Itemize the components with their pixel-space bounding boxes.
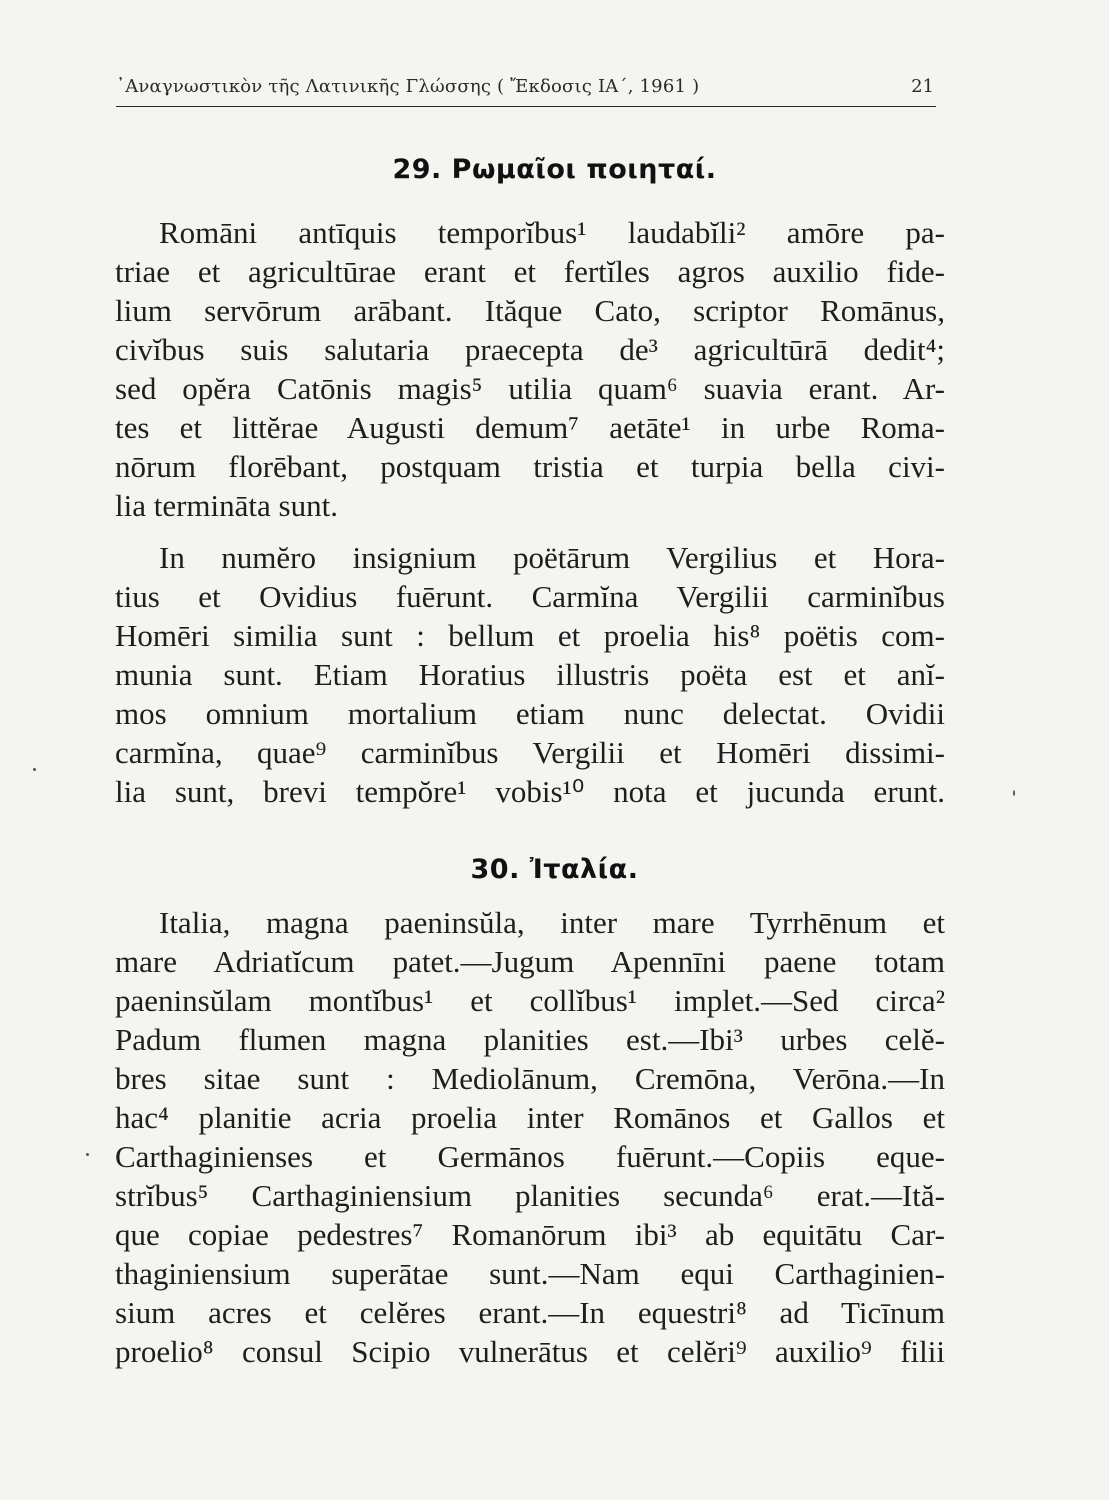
text-line: lia sunt, brevi tempŏre¹ vobis¹⁰ nota et jucunda erunt. <box>115 774 945 809</box>
text-line: strĭbus⁵ Carthaginiensium planities secunda⁶ erat.—Ită- <box>115 1178 945 1213</box>
text-line: carmĭna, quae⁹ carminĭbus Vergilii et Homēri dissimi- <box>115 735 945 770</box>
text-line: bres sitae sunt : Mediolānum, Cremōna, Verōna.—In <box>115 1061 945 1096</box>
text-line: hac⁴ planitie acria proelia inter Romānos et Gallos et <box>115 1100 945 1135</box>
text-line: mos omnium mortalium etiam nunc delectat. Ovidii <box>115 696 945 731</box>
paragraph-romani <box>115 213 945 525</box>
text-line: proelio⁸ consul Scipio vulnerātus et celĕri⁹ auxilio⁹ filii <box>115 1334 945 1369</box>
text-line: lia termināta sunt. <box>115 488 338 523</box>
text-line: paeninsŭlam montĭbus¹ et collĭbus¹ implet.—Sed circa² <box>115 983 945 1018</box>
section-heading-29: 29. Ρωμαῖοι ποιηταί. <box>392 154 717 185</box>
text-line: que copiae pedestres⁷ Romanōrum ibi³ ab equitātu Car- <box>115 1217 945 1252</box>
text-line: Homēri similia sunt : bellum et proelia his⁸ poëtis com- <box>115 618 945 653</box>
text-line: thaginiensium superātae sunt.—Nam equi Carthaginien- <box>115 1256 945 1291</box>
print-speck <box>33 768 36 771</box>
text-line: munia sunt. Etiam Horatius illustris poëta est et anĭ- <box>115 657 945 692</box>
print-speck <box>1013 790 1015 796</box>
paragraph-poetae <box>115 538 945 811</box>
text-line: Padum flumen magna planities est.—Ibi³ urbes celĕ- <box>115 1022 945 1057</box>
text-line: nōrum florēbant, postquam tristia et turpia bella civi- <box>115 449 945 484</box>
text-line: Carthaginienses et Germānos fuērunt.—Copiis eque- <box>115 1139 945 1174</box>
print-speck <box>86 1153 89 1156</box>
paragraph-italia <box>115 903 945 1371</box>
text-line: mare Adriatĭcum patet.—Jugum Apennīni paene totam <box>115 944 945 979</box>
running-header <box>116 70 936 107</box>
page-number: 21 <box>911 76 934 97</box>
text-line: sium acres et celĕres erant.—In equestri⁸ ad Ticīnum <box>115 1295 945 1330</box>
text-line: tius et Ovidius fuērunt. Carmĭna Vergilii carminĭbus <box>115 579 945 614</box>
text-line: tes et littĕrae Augusti demum⁷ aetāte¹ in urbe Roma- <box>115 410 945 445</box>
section-heading-30: 30. Ἰταλία. <box>470 854 639 885</box>
text-line: sed opĕra Catōnis magis⁵ utilia quam⁶ suavia erant. Ar- <box>115 371 945 406</box>
text-line: lium servōrum arābant. Ităque Cato, scriptor Romānus, <box>115 293 945 328</box>
text-line: In numĕro insignium poëtārum Vergilius et Hora- <box>159 540 945 575</box>
text-line: triae et agricultūrae erant et fertĭles agros auxilio fide- <box>115 254 945 289</box>
text-line: civĭbus suis salutaria praecepta de³ agricultūrā dedit⁴; <box>115 332 945 367</box>
text-line: Romāni antīquis temporĭbus¹ laudabĭli² amōre pa- <box>159 215 945 250</box>
running-title: ᾽Αναγνωστικὸν τῆς Λατινικῆς Γλώσσης ( Ἔκδοσις ΙΑ΄, 1961 ) <box>116 76 700 97</box>
text-line: Italia, magna paeninsŭla, inter mare Tyrrhēnum et <box>159 905 945 940</box>
